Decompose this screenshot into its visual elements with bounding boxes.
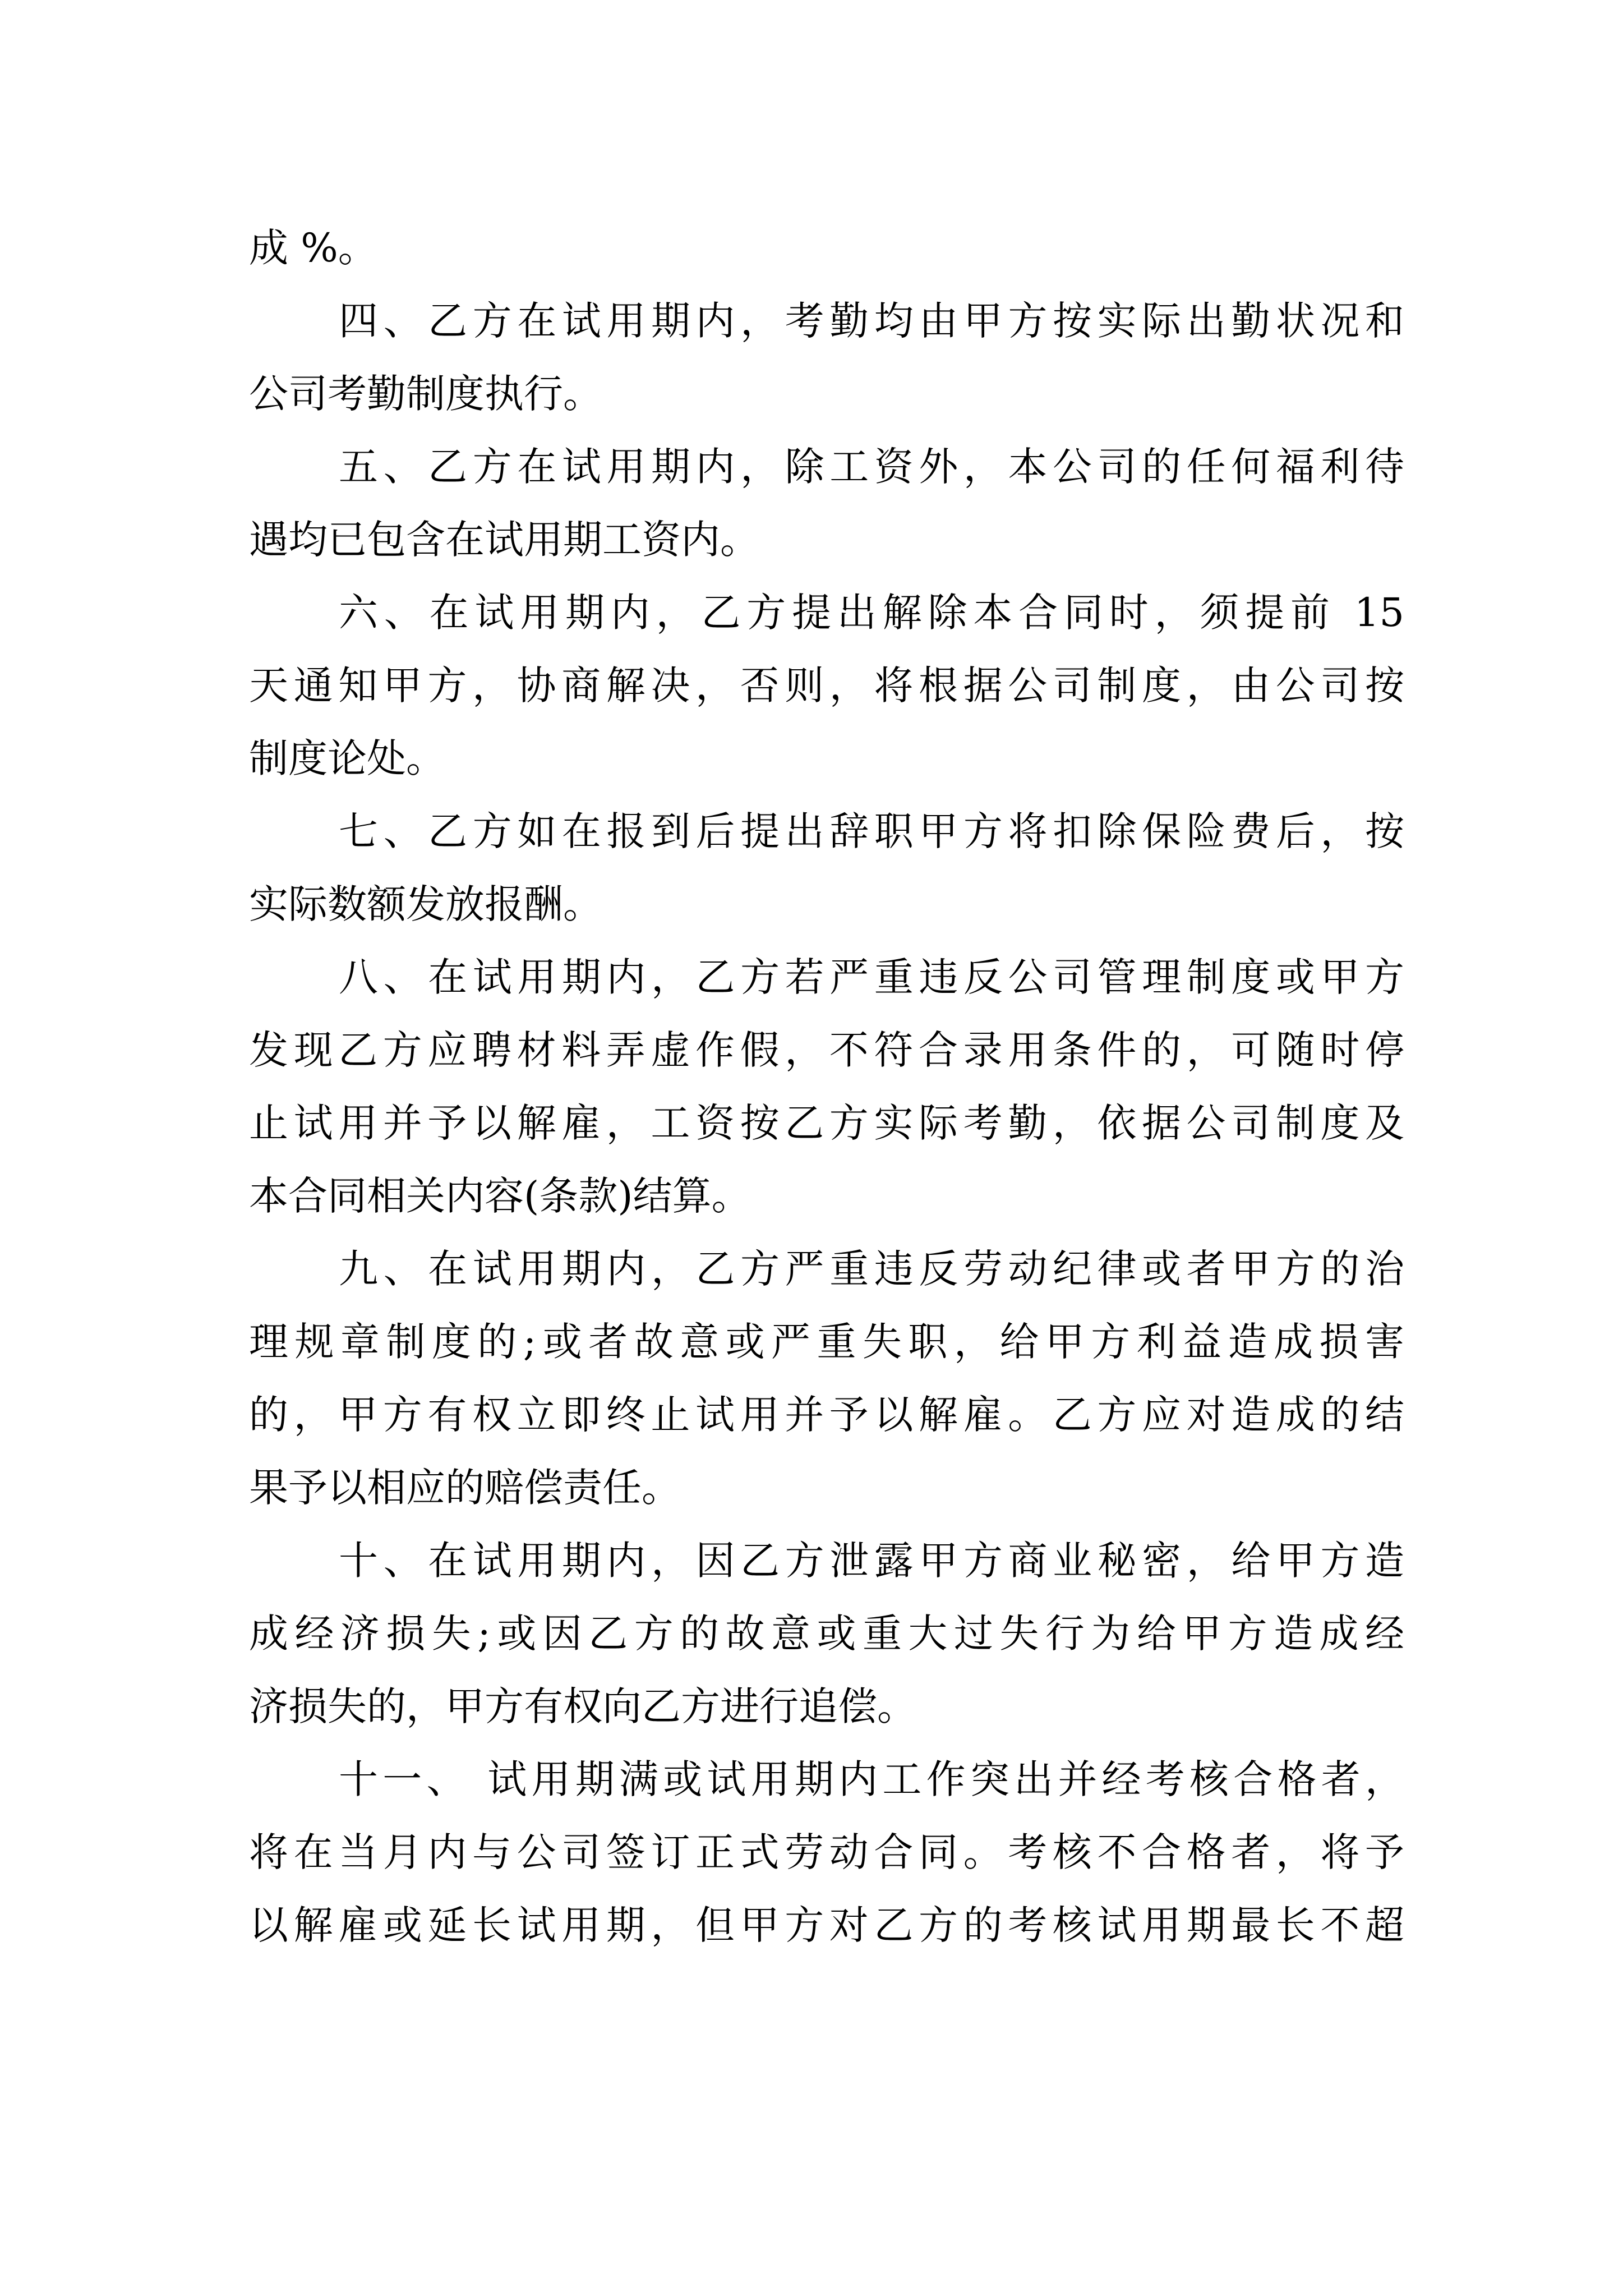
text-line: 十、在试用期内，因乙方泄露甲方商业秘密，给甲方造 [339, 1538, 1404, 1584]
text-line: 十一、 试用期满或试用期内工作突出并经考核合格者， [339, 1756, 1404, 1802]
text-line: 将在当月内与公司签订正式劳动合同。考核不合格者，将予 [249, 1829, 1404, 1875]
text-line: 止试用并予以解雇，工资按乙方实际考勤，依据公司制度及 [249, 1100, 1404, 1146]
text-line: 理规章制度的;或者故意或严重失职，给甲方利益造成损害 [249, 1319, 1404, 1365]
text-line: 八、在试用期内，乙方若严重违反公司管理制度或甲方 [339, 954, 1404, 1000]
text-line: 以解雇或延长试用期，但甲方对乙方的考核试用期最长不超 [249, 1902, 1404, 1948]
text-line: 本合同相关内容(条款)结算。 [249, 1173, 751, 1219]
text-line: 果予以相应的赔偿责任。 [249, 1465, 681, 1511]
text-line: 制度论处。 [249, 735, 445, 781]
text-line: 四、乙方在试用期内，考勤均由甲方按实际出勤状况和 [339, 298, 1404, 344]
text-line: 九、在试用期内，乙方严重违反劳动纪律或者甲方的治 [339, 1246, 1404, 1292]
text-line: 成经济损失;或因乙方的故意或重大过失行为给甲方造成经 [249, 1611, 1404, 1657]
text-line: 五、乙方在试用期内，除工资外，本公司的任何福利待 [339, 444, 1404, 490]
text-line: 公司考勤制度执行。 [249, 371, 602, 417]
text-line: 济损失的，甲方有权向乙方进行追偿。 [249, 1683, 916, 1729]
text-line: 成 %。 [249, 225, 377, 271]
text-line: 实际数额发放报酬。 [249, 881, 602, 927]
text-line: 七、乙方如在报到后提出辞职甲方将扣除保险费后，按 [339, 808, 1404, 854]
text-line: 发现乙方应聘材料弄虚作假，不符合录用条件的，可随时停 [249, 1027, 1404, 1073]
text-line: 六、在试用期内，乙方提出解除本合同时，须提前 15 [339, 590, 1404, 636]
text-line: 天通知甲方，协商解决，否则，将根据公司制度，由公司按 [249, 662, 1404, 708]
text-line: 的，甲方有权立即终止试用并予以解雇。乙方应对造成的结 [249, 1392, 1404, 1438]
text-line: 遇均已包含在试用期工资内。 [249, 517, 759, 563]
